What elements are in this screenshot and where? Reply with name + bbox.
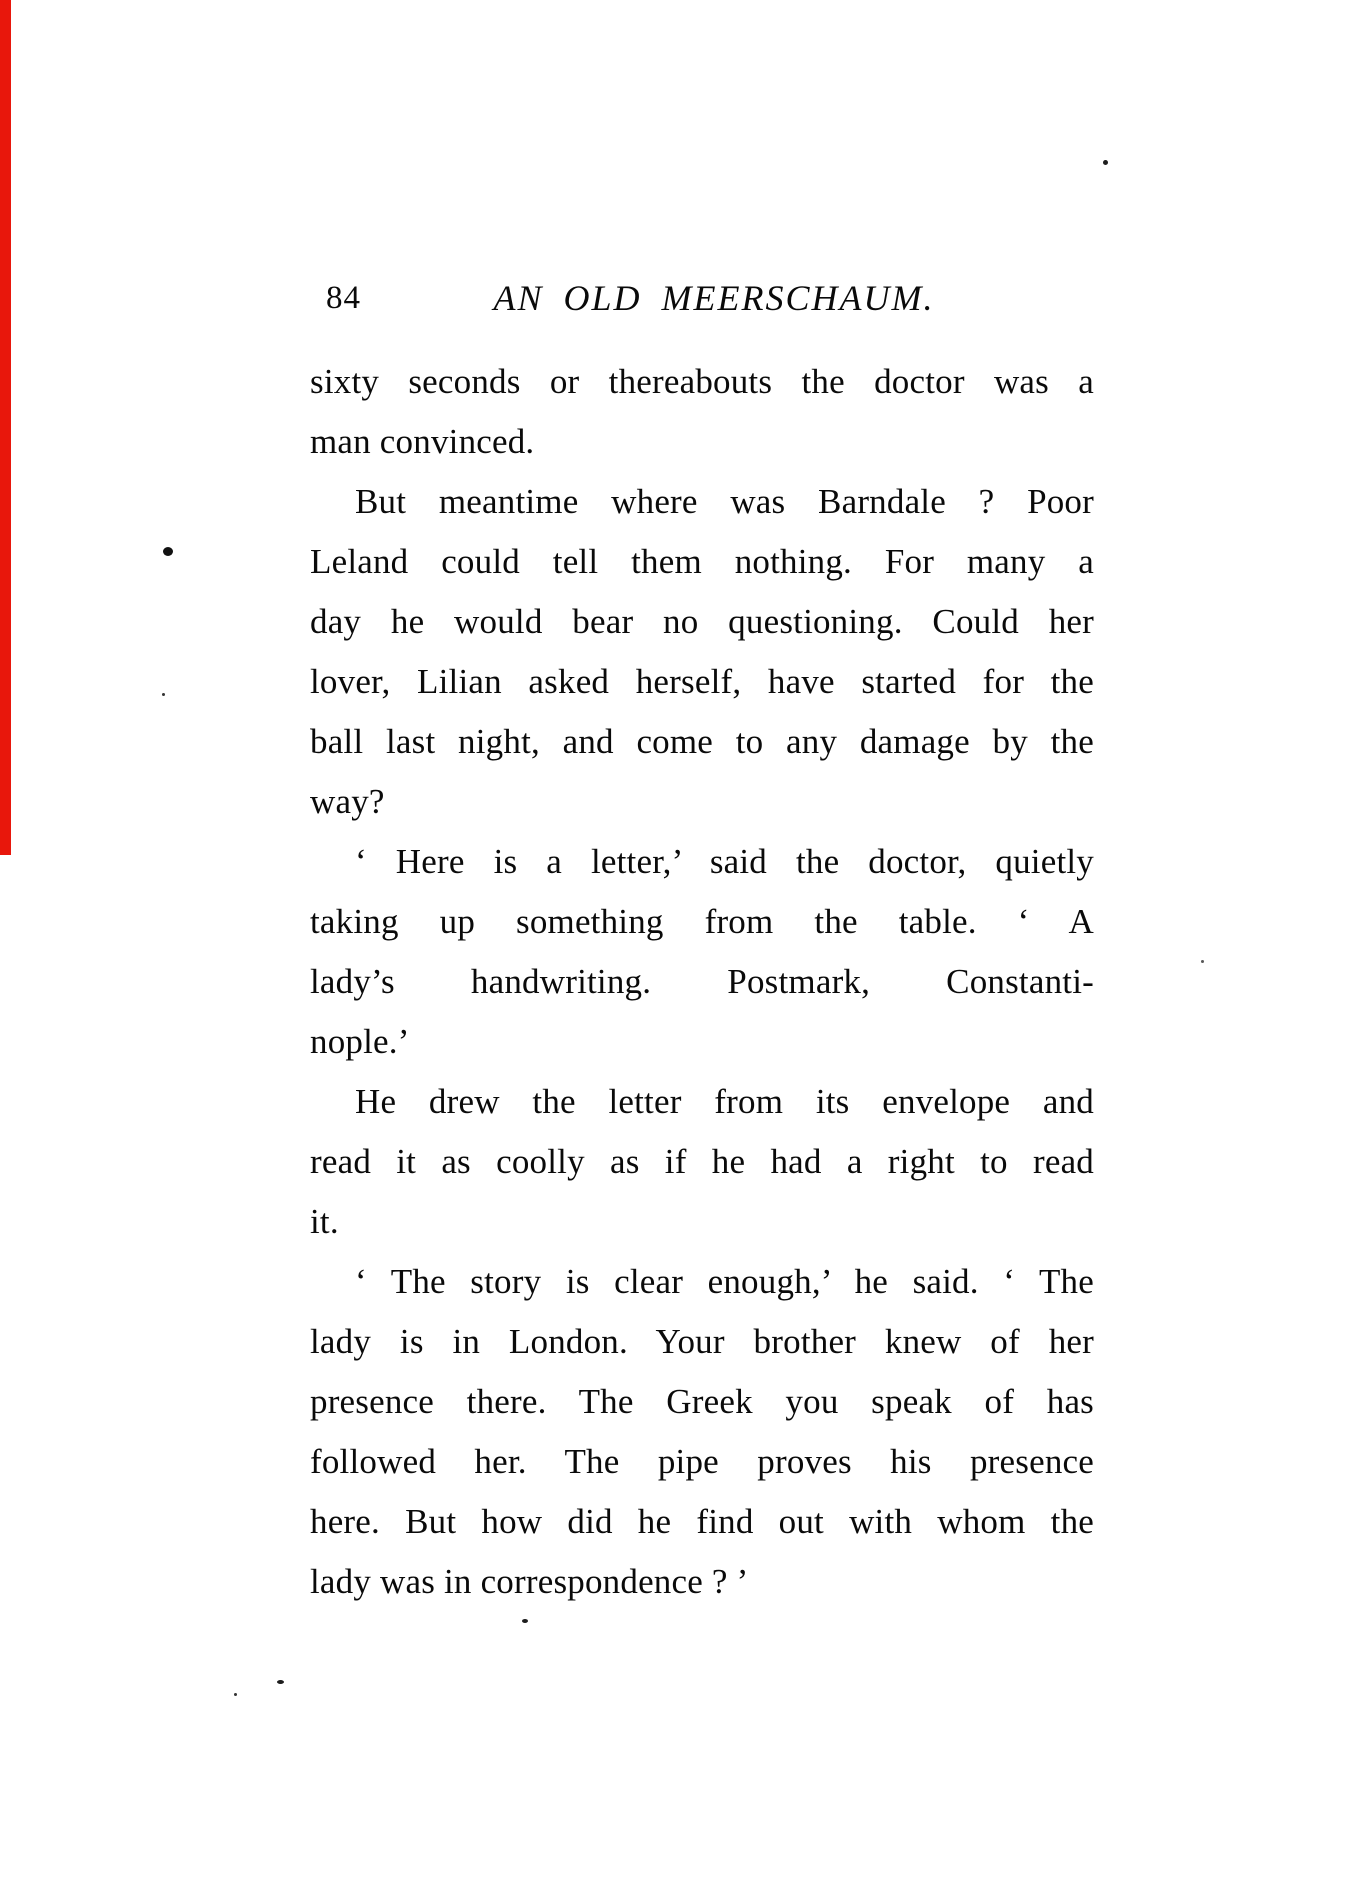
text-line: nople.’ — [310, 1022, 410, 1061]
text-line: lover, Lilian asked herself, have started for the — [310, 662, 1094, 701]
text-line: it. — [310, 1202, 339, 1241]
ink-speck — [277, 1680, 284, 1684]
text-line: man convinced. — [310, 422, 535, 461]
text-line: taking up something from the table. ‘ A — [310, 902, 1094, 941]
text-line: ball last night, and come to any damage by the — [310, 722, 1094, 761]
text-line: But meantime where was Barndale ? Poor — [355, 482, 1094, 521]
ink-speck — [163, 547, 173, 556]
running-header — [310, 268, 1094, 328]
text-line: ‘ Here is a letter,’ said the doctor, quietly — [355, 842, 1094, 881]
text-line: Leland could tell them nothing. For many a — [310, 542, 1094, 581]
text-line: He drew the letter from its envelope and — [355, 1082, 1094, 1121]
page-number: 84 — [326, 280, 361, 316]
text-line: lady was in correspondence ? ’ — [310, 1562, 749, 1601]
running-title: AN OLD MEERSCHAUM. — [493, 278, 935, 318]
ink-speck — [522, 1619, 528, 1623]
text-line: ‘ The story is clear enough,’ he said. ‘ The — [355, 1262, 1094, 1301]
text-line: presence there. The Greek you speak of has — [310, 1382, 1094, 1421]
text-line: lady is in London. Your brother knew of her — [310, 1322, 1094, 1361]
text-line: read it as coolly as if he had a right to read — [310, 1142, 1094, 1181]
ink-speck — [1201, 960, 1204, 963]
text-line: day he would bear no questioning. Could her — [310, 602, 1094, 641]
text-line: followed her. The pipe proves his presence — [310, 1442, 1094, 1481]
ink-speck — [1103, 160, 1108, 165]
text-line: lady’s handwriting. Postmark, Constanti- — [310, 962, 1094, 1001]
text-line: here. But how did he find out with whom the — [310, 1502, 1094, 1541]
body-text-block — [310, 352, 1094, 1612]
text-line: sixty seconds or thereabouts the doctor was a — [310, 362, 1094, 401]
scan-edge-red-stripe — [0, 0, 11, 855]
ink-speck — [234, 1693, 237, 1696]
ink-speck — [162, 693, 165, 696]
text-line: way? — [310, 782, 385, 821]
